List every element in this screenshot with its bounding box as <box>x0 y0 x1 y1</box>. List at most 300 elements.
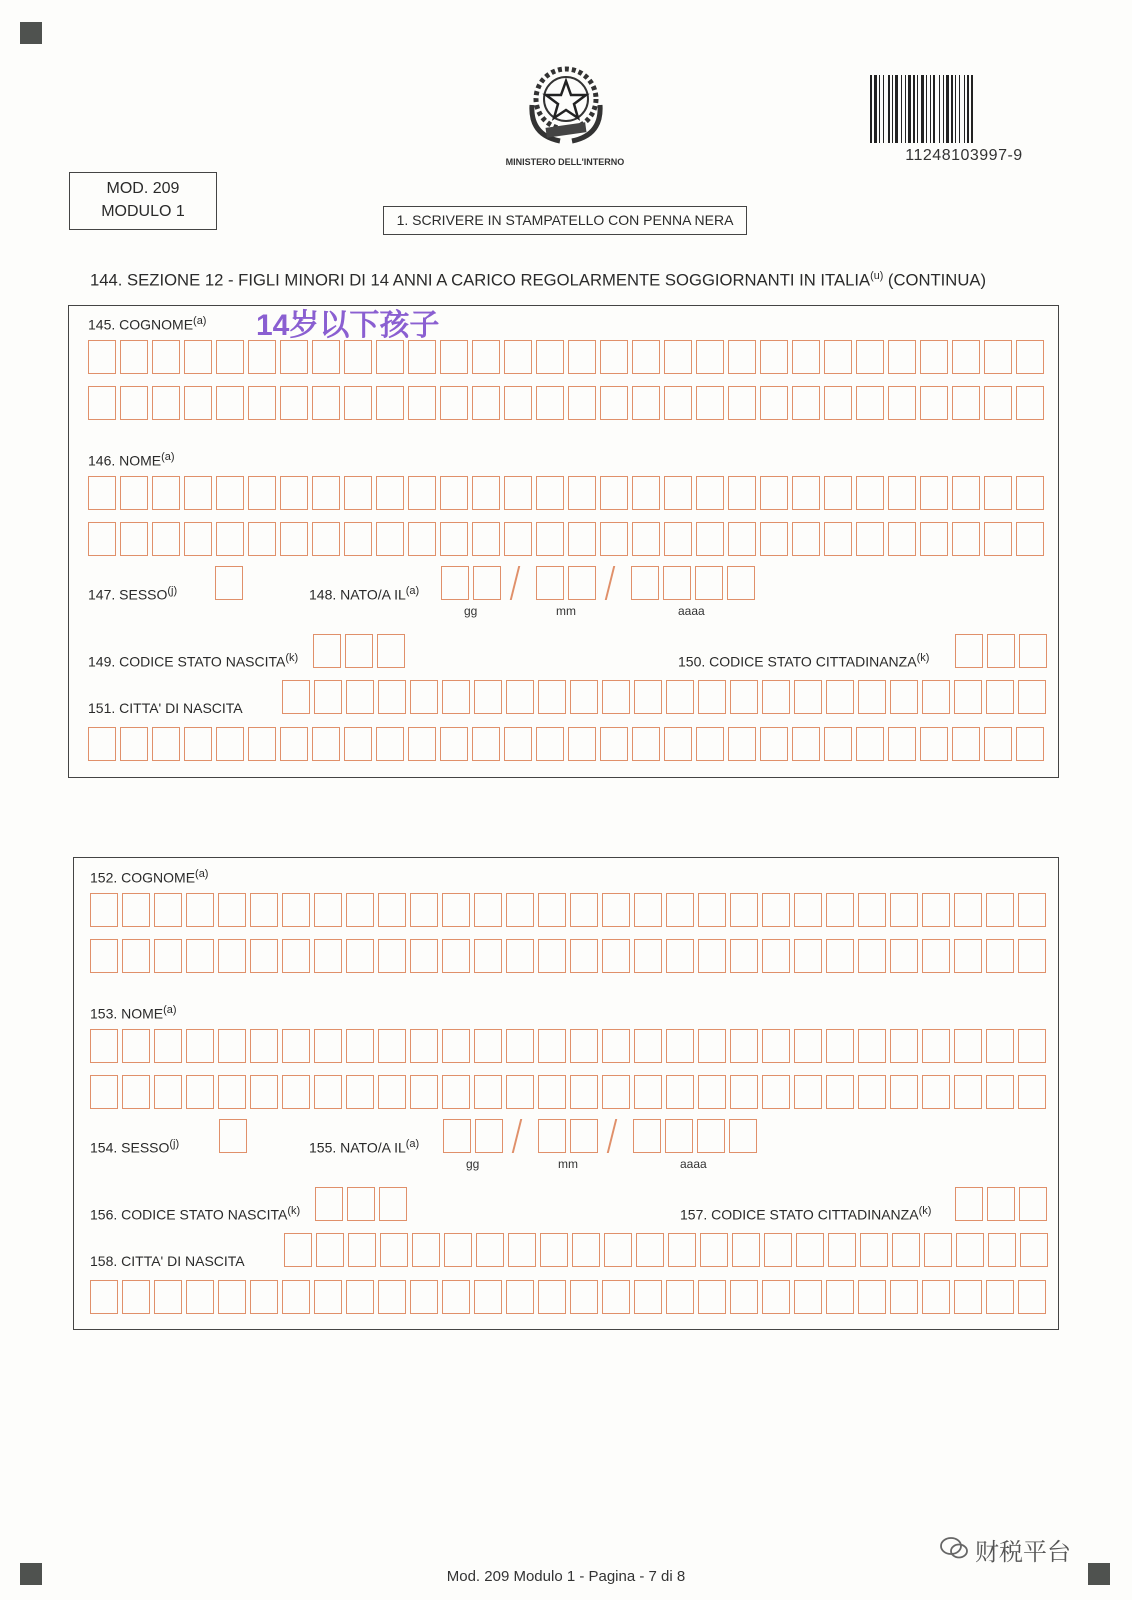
char-box[interactable] <box>538 893 566 927</box>
char-box[interactable] <box>631 566 659 600</box>
char-box[interactable] <box>696 386 724 420</box>
char-box[interactable] <box>826 680 854 714</box>
char-box[interactable] <box>888 340 916 374</box>
char-box[interactable] <box>600 727 628 761</box>
char-box[interactable] <box>826 939 854 973</box>
char-box[interactable] <box>184 522 212 556</box>
char-box[interactable] <box>890 1280 918 1314</box>
char-box[interactable] <box>824 476 852 510</box>
char-box[interactable] <box>728 476 756 510</box>
char-box[interactable] <box>794 893 822 927</box>
char-box[interactable] <box>440 386 468 420</box>
char-box[interactable] <box>536 727 564 761</box>
char-box[interactable] <box>284 1233 312 1267</box>
char-box[interactable] <box>888 522 916 556</box>
char-box[interactable] <box>572 1233 600 1267</box>
char-box[interactable] <box>728 522 756 556</box>
char-box[interactable] <box>504 340 532 374</box>
char-box[interactable] <box>410 1280 438 1314</box>
char-box[interactable] <box>632 727 660 761</box>
char-box[interactable] <box>892 1233 920 1267</box>
char-box[interactable] <box>90 939 118 973</box>
char-box[interactable] <box>698 1280 726 1314</box>
char-box[interactable] <box>314 1075 342 1109</box>
char-box[interactable] <box>474 1075 502 1109</box>
char-box[interactable] <box>858 1280 886 1314</box>
char-box[interactable] <box>1018 939 1046 973</box>
char-box[interactable] <box>952 476 980 510</box>
char-box[interactable] <box>762 939 790 973</box>
char-box[interactable] <box>184 386 212 420</box>
char-box[interactable] <box>698 1075 726 1109</box>
char-box[interactable] <box>250 1075 278 1109</box>
char-box[interactable] <box>858 680 886 714</box>
char-box[interactable] <box>828 1233 856 1267</box>
char-box[interactable] <box>888 386 916 420</box>
char-box[interactable] <box>218 893 246 927</box>
char-box[interactable] <box>570 939 598 973</box>
char-box[interactable] <box>632 340 660 374</box>
char-box[interactable] <box>666 1280 694 1314</box>
char-box[interactable] <box>376 476 404 510</box>
char-box[interactable] <box>792 340 820 374</box>
char-box[interactable] <box>347 1187 375 1221</box>
char-box[interactable] <box>154 1075 182 1109</box>
char-box[interactable] <box>986 939 1014 973</box>
char-box[interactable] <box>920 476 948 510</box>
char-box[interactable] <box>345 634 373 668</box>
char-box[interactable] <box>250 939 278 973</box>
char-box[interactable] <box>924 1233 952 1267</box>
char-box[interactable] <box>730 1075 758 1109</box>
char-box[interactable] <box>794 939 822 973</box>
char-box[interactable] <box>473 566 501 600</box>
char-box[interactable] <box>856 386 884 420</box>
char-box[interactable] <box>636 1233 664 1267</box>
char-box[interactable] <box>695 566 723 600</box>
char-box[interactable] <box>794 1280 822 1314</box>
char-box[interactable] <box>186 1075 214 1109</box>
char-box[interactable] <box>570 1119 598 1153</box>
char-box[interactable] <box>824 340 852 374</box>
char-box[interactable] <box>920 727 948 761</box>
char-box[interactable] <box>1016 476 1044 510</box>
char-box[interactable] <box>312 476 340 510</box>
char-box[interactable] <box>440 476 468 510</box>
char-box[interactable] <box>922 939 950 973</box>
char-box[interactable] <box>408 727 436 761</box>
char-box[interactable] <box>1019 634 1047 668</box>
char-box[interactable] <box>346 1280 374 1314</box>
char-box[interactable] <box>88 340 116 374</box>
char-box[interactable] <box>570 1075 598 1109</box>
char-box[interactable] <box>314 680 342 714</box>
char-box[interactable] <box>377 634 405 668</box>
char-box[interactable] <box>440 727 468 761</box>
char-box[interactable] <box>922 680 950 714</box>
char-box[interactable] <box>664 386 692 420</box>
char-box[interactable] <box>987 1187 1015 1221</box>
char-box[interactable] <box>408 522 436 556</box>
char-box[interactable] <box>668 1233 696 1267</box>
char-box[interactable] <box>956 1233 984 1267</box>
char-box[interactable] <box>986 680 1014 714</box>
char-box[interactable] <box>376 727 404 761</box>
char-box[interactable] <box>120 476 148 510</box>
char-box[interactable] <box>728 727 756 761</box>
char-box[interactable] <box>888 727 916 761</box>
char-box[interactable] <box>538 1280 566 1314</box>
char-box[interactable] <box>984 386 1012 420</box>
char-box[interactable] <box>696 727 724 761</box>
char-box[interactable] <box>634 939 662 973</box>
char-box[interactable] <box>858 939 886 973</box>
char-box[interactable] <box>474 680 502 714</box>
char-box[interactable] <box>538 680 566 714</box>
char-box[interactable] <box>858 1075 886 1109</box>
char-box[interactable] <box>152 386 180 420</box>
char-box[interactable] <box>440 340 468 374</box>
char-box[interactable] <box>954 1075 982 1109</box>
char-box[interactable] <box>443 1119 471 1153</box>
char-box[interactable] <box>216 386 244 420</box>
char-box[interactable] <box>154 939 182 973</box>
char-box[interactable] <box>954 1029 982 1063</box>
char-box[interactable] <box>536 566 564 600</box>
char-box[interactable] <box>313 634 341 668</box>
char-box[interactable] <box>444 1233 472 1267</box>
char-box[interactable] <box>122 893 150 927</box>
char-box[interactable] <box>378 893 406 927</box>
char-box[interactable] <box>728 386 756 420</box>
char-box[interactable] <box>442 1280 470 1314</box>
char-box[interactable] <box>1018 680 1046 714</box>
char-box[interactable] <box>280 476 308 510</box>
char-box[interactable] <box>824 727 852 761</box>
char-box[interactable] <box>633 1119 661 1153</box>
char-box[interactable] <box>570 680 598 714</box>
char-box[interactable] <box>987 634 1015 668</box>
char-box[interactable] <box>504 522 532 556</box>
char-box[interactable] <box>604 1233 632 1267</box>
char-box[interactable] <box>506 680 534 714</box>
char-box[interactable] <box>1016 727 1044 761</box>
char-box[interactable] <box>474 1280 502 1314</box>
char-box[interactable] <box>730 1029 758 1063</box>
char-box[interactable] <box>184 727 212 761</box>
char-box[interactable] <box>344 522 372 556</box>
char-box[interactable] <box>442 680 470 714</box>
char-box[interactable] <box>186 1280 214 1314</box>
char-box[interactable] <box>634 893 662 927</box>
char-box[interactable] <box>536 386 564 420</box>
char-box[interactable] <box>954 1280 982 1314</box>
char-box[interactable] <box>90 1280 118 1314</box>
char-box[interactable] <box>954 893 982 927</box>
char-box[interactable] <box>216 340 244 374</box>
char-box[interactable] <box>280 522 308 556</box>
char-box[interactable] <box>215 566 243 600</box>
char-box[interactable] <box>568 340 596 374</box>
char-box[interactable] <box>408 340 436 374</box>
char-box[interactable] <box>218 1280 246 1314</box>
char-box[interactable] <box>408 386 436 420</box>
char-box[interactable] <box>248 340 276 374</box>
char-box[interactable] <box>219 1119 247 1153</box>
char-box[interactable] <box>442 1029 470 1063</box>
char-box[interactable] <box>218 1029 246 1063</box>
char-box[interactable] <box>312 340 340 374</box>
char-box[interactable] <box>730 893 758 927</box>
char-box[interactable] <box>1016 386 1044 420</box>
char-box[interactable] <box>248 476 276 510</box>
char-box[interactable] <box>474 939 502 973</box>
char-box[interactable] <box>314 1280 342 1314</box>
char-box[interactable] <box>90 1075 118 1109</box>
char-box[interactable] <box>472 386 500 420</box>
char-box[interactable] <box>954 939 982 973</box>
char-box[interactable] <box>890 1075 918 1109</box>
char-box[interactable] <box>472 727 500 761</box>
char-box[interactable] <box>248 522 276 556</box>
char-box[interactable] <box>760 522 788 556</box>
char-box[interactable] <box>664 727 692 761</box>
char-box[interactable] <box>378 680 406 714</box>
char-box[interactable] <box>506 939 534 973</box>
char-box[interactable] <box>952 727 980 761</box>
char-box[interactable] <box>698 939 726 973</box>
char-box[interactable] <box>632 476 660 510</box>
char-box[interactable] <box>730 680 758 714</box>
char-box[interactable] <box>792 522 820 556</box>
char-box[interactable] <box>152 476 180 510</box>
char-box[interactable] <box>380 1233 408 1267</box>
char-box[interactable] <box>379 1187 407 1221</box>
char-box[interactable] <box>282 1075 310 1109</box>
char-box[interactable] <box>410 939 438 973</box>
char-box[interactable] <box>856 340 884 374</box>
char-box[interactable] <box>442 1075 470 1109</box>
char-box[interactable] <box>984 476 1012 510</box>
char-box[interactable] <box>888 476 916 510</box>
char-box[interactable] <box>663 566 691 600</box>
char-box[interactable] <box>312 727 340 761</box>
char-box[interactable] <box>346 1075 374 1109</box>
char-box[interactable] <box>250 893 278 927</box>
char-box[interactable] <box>955 1187 983 1221</box>
char-box[interactable] <box>634 1075 662 1109</box>
char-box[interactable] <box>696 522 724 556</box>
char-box[interactable] <box>952 386 980 420</box>
char-box[interactable] <box>762 1280 790 1314</box>
char-box[interactable] <box>1018 893 1046 927</box>
char-box[interactable] <box>312 386 340 420</box>
char-box[interactable] <box>666 1075 694 1109</box>
char-box[interactable] <box>728 340 756 374</box>
char-box[interactable] <box>154 893 182 927</box>
char-box[interactable] <box>764 1233 792 1267</box>
char-box[interactable] <box>152 522 180 556</box>
char-box[interactable] <box>824 386 852 420</box>
char-box[interactable] <box>760 340 788 374</box>
char-box[interactable] <box>218 939 246 973</box>
char-box[interactable] <box>1018 1075 1046 1109</box>
char-box[interactable] <box>186 1029 214 1063</box>
char-box[interactable] <box>762 1029 790 1063</box>
char-box[interactable] <box>664 476 692 510</box>
char-box[interactable] <box>410 1029 438 1063</box>
char-box[interactable] <box>120 727 148 761</box>
char-box[interactable] <box>600 522 628 556</box>
char-box[interactable] <box>666 939 694 973</box>
char-box[interactable] <box>632 522 660 556</box>
char-box[interactable] <box>952 522 980 556</box>
char-box[interactable] <box>538 1075 566 1109</box>
char-box[interactable] <box>314 939 342 973</box>
char-box[interactable] <box>314 893 342 927</box>
char-box[interactable] <box>250 1280 278 1314</box>
char-box[interactable] <box>90 893 118 927</box>
char-box[interactable] <box>154 1280 182 1314</box>
char-box[interactable] <box>826 1280 854 1314</box>
char-box[interactable] <box>442 893 470 927</box>
char-box[interactable] <box>474 893 502 927</box>
char-box[interactable] <box>536 340 564 374</box>
char-box[interactable] <box>792 476 820 510</box>
char-box[interactable] <box>860 1233 888 1267</box>
char-box[interactable] <box>696 476 724 510</box>
char-box[interactable] <box>508 1233 536 1267</box>
char-box[interactable] <box>184 476 212 510</box>
char-box[interactable] <box>378 1075 406 1109</box>
char-box[interactable] <box>504 476 532 510</box>
char-box[interactable] <box>794 1029 822 1063</box>
char-box[interactable] <box>760 386 788 420</box>
char-box[interactable] <box>88 522 116 556</box>
char-box[interactable] <box>856 476 884 510</box>
char-box[interactable] <box>1016 340 1044 374</box>
char-box[interactable] <box>475 1119 503 1153</box>
char-box[interactable] <box>282 1029 310 1063</box>
char-box[interactable] <box>376 340 404 374</box>
char-box[interactable] <box>1019 1187 1047 1221</box>
char-box[interactable] <box>1018 1280 1046 1314</box>
char-box[interactable] <box>858 893 886 927</box>
char-box[interactable] <box>538 1029 566 1063</box>
char-box[interactable] <box>282 680 310 714</box>
char-box[interactable] <box>248 727 276 761</box>
char-box[interactable] <box>760 727 788 761</box>
char-box[interactable] <box>474 1029 502 1063</box>
char-box[interactable] <box>568 476 596 510</box>
char-box[interactable] <box>122 1280 150 1314</box>
char-box[interactable] <box>506 893 534 927</box>
char-box[interactable] <box>988 1233 1016 1267</box>
char-box[interactable] <box>570 1029 598 1063</box>
char-box[interactable] <box>410 893 438 927</box>
char-box[interactable] <box>504 386 532 420</box>
char-box[interactable] <box>316 1233 344 1267</box>
char-box[interactable] <box>504 727 532 761</box>
char-box[interactable] <box>440 522 468 556</box>
char-box[interactable] <box>1020 1233 1048 1267</box>
char-box[interactable] <box>602 939 630 973</box>
char-box[interactable] <box>602 680 630 714</box>
char-box[interactable] <box>762 680 790 714</box>
char-box[interactable] <box>216 522 244 556</box>
char-box[interactable] <box>88 386 116 420</box>
char-box[interactable] <box>216 727 244 761</box>
char-box[interactable] <box>506 1075 534 1109</box>
char-box[interactable] <box>698 680 726 714</box>
char-box[interactable] <box>378 1280 406 1314</box>
char-box[interactable] <box>120 340 148 374</box>
char-box[interactable] <box>88 476 116 510</box>
char-box[interactable] <box>344 727 372 761</box>
char-box[interactable] <box>729 1119 757 1153</box>
char-box[interactable] <box>348 1233 376 1267</box>
char-box[interactable] <box>120 386 148 420</box>
char-box[interactable] <box>952 340 980 374</box>
char-box[interactable] <box>568 566 596 600</box>
char-box[interactable] <box>186 893 214 927</box>
char-box[interactable] <box>760 476 788 510</box>
char-box[interactable] <box>955 634 983 668</box>
char-box[interactable] <box>920 340 948 374</box>
char-box[interactable] <box>570 1280 598 1314</box>
char-box[interactable] <box>346 939 374 973</box>
char-box[interactable] <box>666 1029 694 1063</box>
char-box[interactable] <box>730 939 758 973</box>
char-box[interactable] <box>282 939 310 973</box>
char-box[interactable] <box>538 1119 566 1153</box>
char-box[interactable] <box>890 680 918 714</box>
char-box[interactable] <box>282 1280 310 1314</box>
char-box[interactable] <box>600 386 628 420</box>
char-box[interactable] <box>792 727 820 761</box>
char-box[interactable] <box>280 386 308 420</box>
char-box[interactable] <box>666 680 694 714</box>
char-box[interactable] <box>1018 1029 1046 1063</box>
char-box[interactable] <box>796 1233 824 1267</box>
char-box[interactable] <box>634 680 662 714</box>
char-box[interactable] <box>1016 522 1044 556</box>
char-box[interactable] <box>792 386 820 420</box>
char-box[interactable] <box>250 1029 278 1063</box>
char-box[interactable] <box>730 1280 758 1314</box>
char-box[interactable] <box>922 1280 950 1314</box>
char-box[interactable] <box>184 340 212 374</box>
char-box[interactable] <box>986 893 1014 927</box>
char-box[interactable] <box>312 522 340 556</box>
char-box[interactable] <box>826 1075 854 1109</box>
char-box[interactable] <box>794 1075 822 1109</box>
char-box[interactable] <box>536 476 564 510</box>
char-box[interactable] <box>696 340 724 374</box>
char-box[interactable] <box>248 386 276 420</box>
char-box[interactable] <box>632 386 660 420</box>
char-box[interactable] <box>538 939 566 973</box>
char-box[interactable] <box>122 1029 150 1063</box>
char-box[interactable] <box>122 939 150 973</box>
char-box[interactable] <box>602 893 630 927</box>
char-box[interactable] <box>602 1029 630 1063</box>
char-box[interactable] <box>922 1075 950 1109</box>
char-box[interactable] <box>120 522 148 556</box>
char-box[interactable] <box>378 939 406 973</box>
char-box[interactable] <box>890 1029 918 1063</box>
char-box[interactable] <box>472 522 500 556</box>
